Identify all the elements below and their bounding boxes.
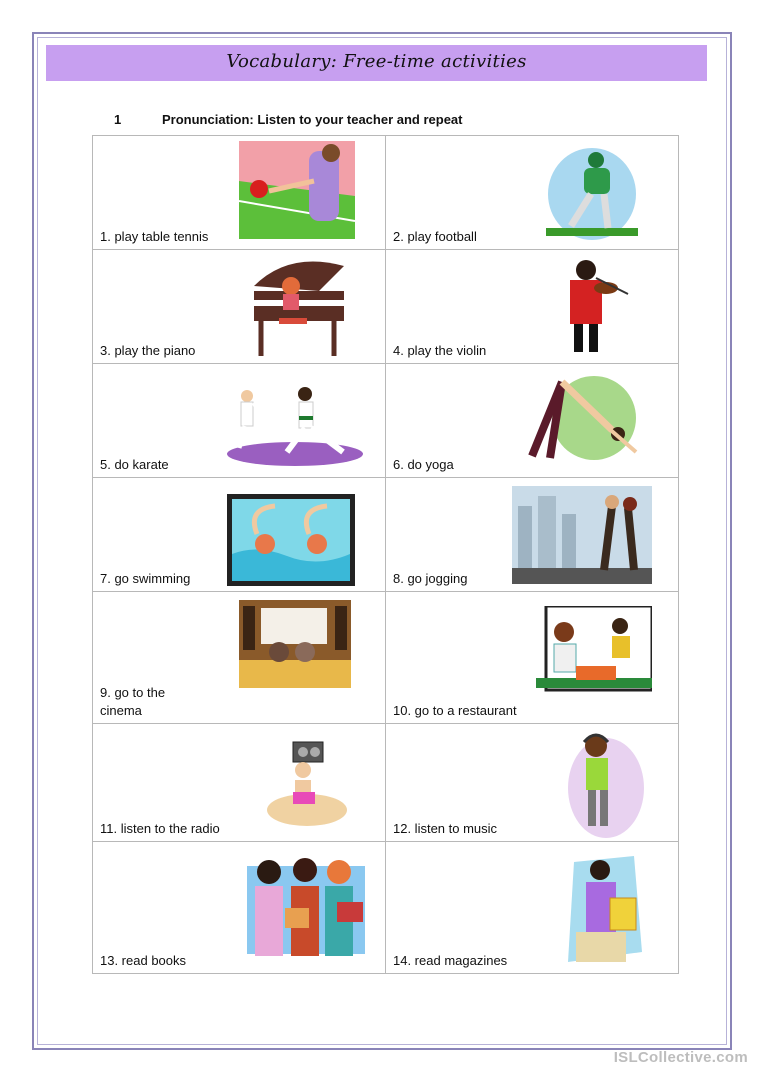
vocab-label-line2: cinema bbox=[100, 703, 142, 718]
vocab-label-line1: 9. go to the bbox=[100, 685, 166, 700]
page-title: Vocabulary: Free-time activities bbox=[226, 51, 527, 72]
vocab-label: 8. go jogging bbox=[393, 571, 468, 586]
vocab-label bbox=[100, 684, 165, 720]
vocab-label: 3. play the piano bbox=[100, 343, 196, 358]
vocab-cell bbox=[386, 592, 679, 724]
football-player-icon bbox=[546, 146, 638, 240]
table-row bbox=[93, 724, 679, 842]
vocab-label: 1. play table tennis bbox=[100, 229, 209, 244]
vocab-cell bbox=[386, 364, 679, 478]
vocabulary-table bbox=[92, 135, 679, 974]
vocab-cell bbox=[93, 842, 386, 974]
vocab-label: 4. play the violin bbox=[393, 343, 487, 358]
vocab-label: 10. go to a restaurant bbox=[393, 703, 517, 718]
table-row bbox=[93, 136, 679, 250]
cinema-icon bbox=[239, 600, 351, 688]
vocab-cell bbox=[93, 364, 386, 478]
books-icon bbox=[241, 852, 367, 958]
vocab-label: 13. read books bbox=[100, 953, 187, 968]
vocab-cell bbox=[93, 592, 386, 724]
footer-watermark: ISLCollective.com bbox=[613, 1049, 748, 1066]
headphones-icon bbox=[564, 728, 648, 840]
table-row bbox=[93, 592, 679, 724]
table-row bbox=[93, 842, 679, 974]
vocab-cell bbox=[386, 136, 679, 250]
vocab-cell bbox=[93, 136, 386, 250]
vocab-cell bbox=[93, 250, 386, 364]
vocab-label: 11. listen to the radio bbox=[100, 821, 220, 836]
swimming-icon bbox=[227, 494, 355, 586]
vocab-cell bbox=[386, 842, 679, 974]
vocab-cell bbox=[93, 478, 386, 592]
radio-icon bbox=[263, 736, 349, 830]
piano-icon bbox=[249, 256, 347, 360]
vocab-cell bbox=[386, 478, 679, 592]
vocab-label: 5. do karate bbox=[100, 457, 169, 472]
karate-icon bbox=[225, 376, 365, 468]
table-row bbox=[93, 478, 679, 592]
table-tennis-icon bbox=[239, 141, 355, 239]
table-row bbox=[93, 250, 679, 364]
section-instruction: Pronunciation: Listen to your teacher and repeat bbox=[162, 112, 463, 127]
table-row bbox=[93, 364, 679, 478]
vocab-label: 14. read magazines bbox=[393, 953, 508, 968]
yoga-icon bbox=[522, 374, 648, 466]
magazine-icon bbox=[564, 852, 648, 972]
restaurant-icon bbox=[536, 606, 652, 700]
vocab-label: 2. play football bbox=[393, 229, 477, 244]
vocab-cell bbox=[93, 724, 386, 842]
vocab-cell bbox=[386, 724, 679, 842]
title-bar bbox=[46, 45, 707, 81]
vocab-label: 6. do yoga bbox=[393, 457, 454, 472]
section-number: 1 bbox=[114, 112, 122, 127]
vocab-cell bbox=[386, 250, 679, 364]
violin-icon bbox=[556, 258, 630, 362]
vocab-label: 7. go swimming bbox=[100, 571, 191, 586]
vocab-label: 12. listen to music bbox=[393, 821, 498, 836]
jogging-icon bbox=[512, 486, 652, 584]
